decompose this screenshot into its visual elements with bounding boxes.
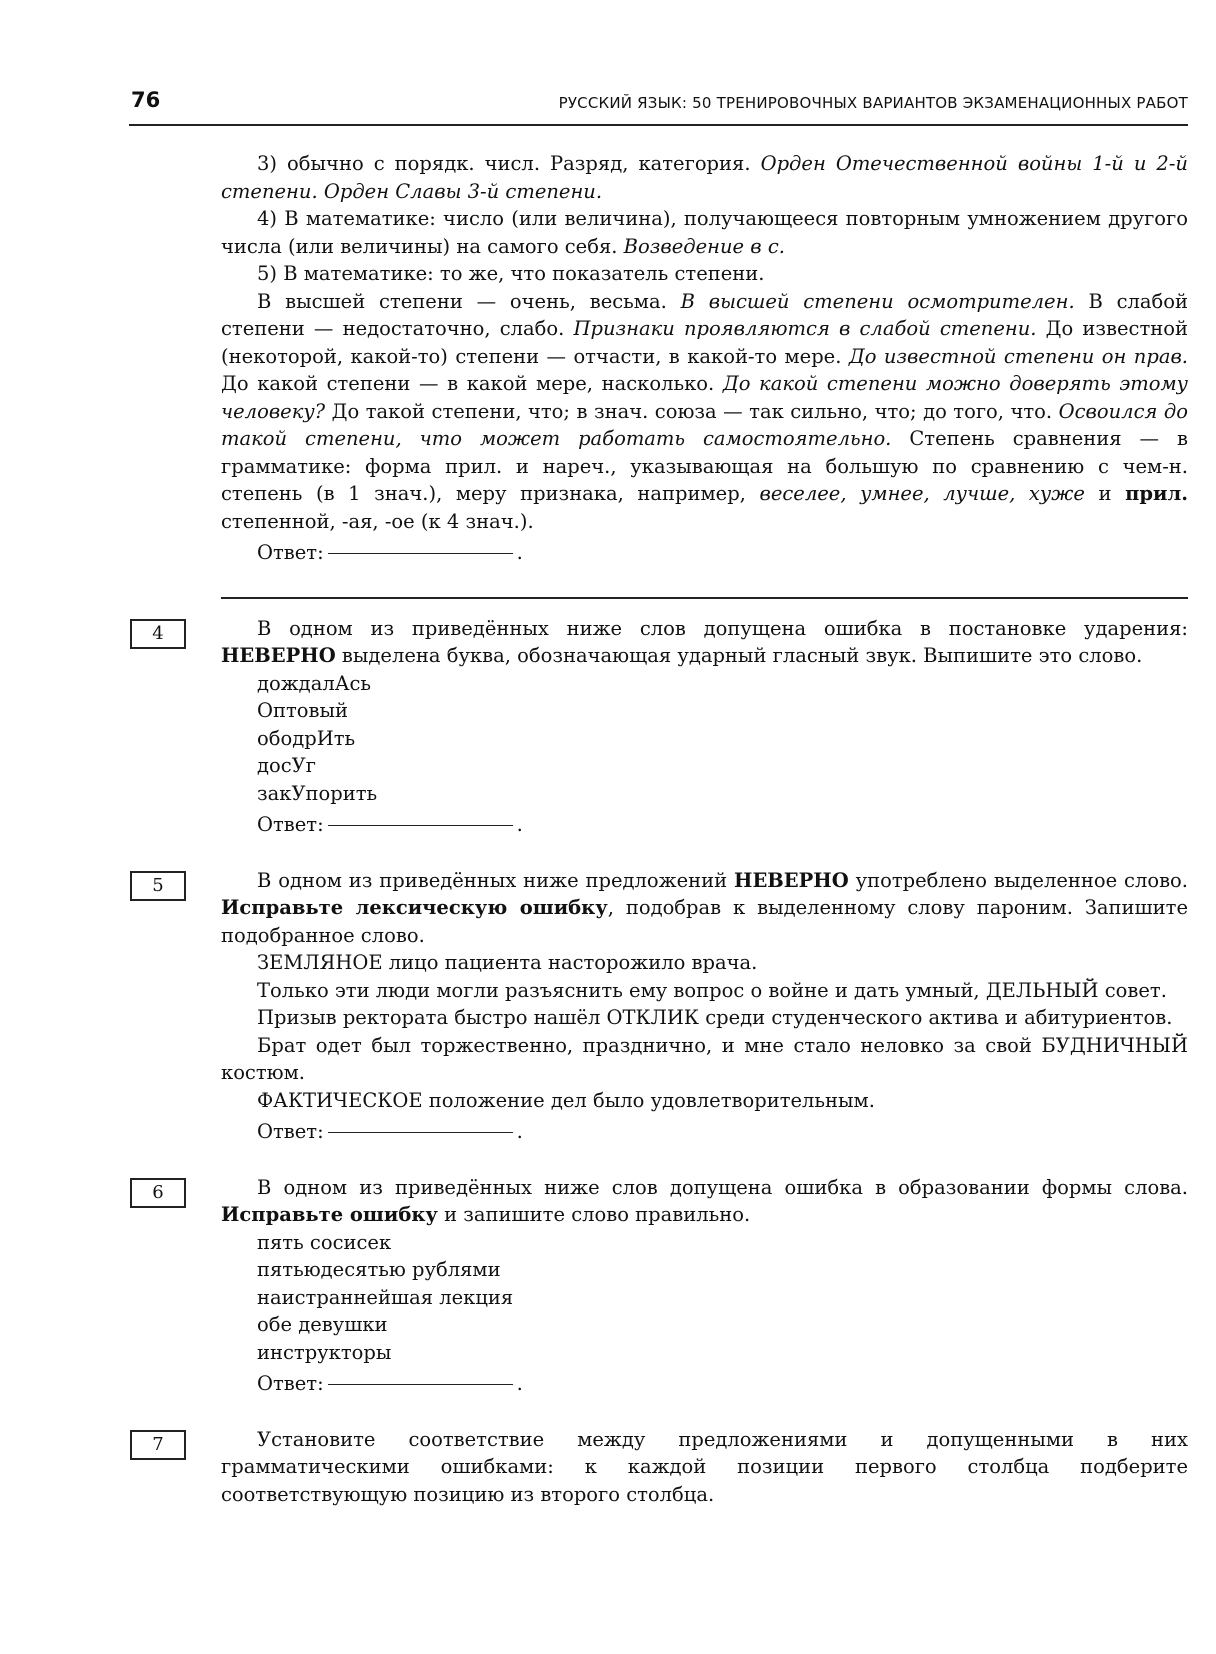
task-question: В одном из приведённых ниже слов допущена ошибка в образовании формы слова. Исправьте ошибку и запишите слово правильно. [221,1175,1188,1226]
word-option: пять сосисек [257,1230,392,1254]
word-option: Оптовый [257,699,349,722]
page-content [152,150,1189,1508]
answer-blank[interactable] [328,1131,513,1133]
page-number: 76 [131,88,161,112]
task-7 [152,1426,1188,1509]
word-option: пятьюдесятью рублями [257,1258,501,1281]
running-title: РУССКИЙ ЯЗЫК: 50 ТРЕНИРОВОЧНЫХ ВАРИАНТОВ ЭКЗАМЕНАЦИОННЫХ РАБОТ [558,94,1188,112]
answer-line: Ответ: . [257,1372,523,1395]
entry-phrases: В высшей степени — очень, весьма. В высшей степени осмотрителен. В слабой степени — недостаточно, слабо. Признаки проявляются в слабой степени. До известной (некоторой, какой-то) степени — отчасти, в какой-то мере. До известной степени он прав. До какой степени — в какой мере, насколько. До какой степени можно доверять этому человеку? До такой степени, что; в знач. союза — так сильно, что; до того, что. Освоился до такой степени, что может работать самостоятельно. Степень сравнения — в грамматике: форма прил. и нареч., указывающая на большую по сравнению с чем-н. степень (в 1 знач.), меру признака, например, веселее, умнее, лучше, хуже и прил. степенной, -ая, -ое (к 4 знач.). [221,289,1189,533]
word-option: дождалАсь [257,671,372,695]
answer-blank[interactable] [328,1383,513,1385]
task-question: В одном из приведённых ниже слов допущена ошибка в постановке ударения: НЕВЕРНО выделена буква, обозначающая ударный гласный звук. Выпишите это слово. [221,616,1188,667]
entry-item-4: 4) В математике: число (или величина), получающееся повторным умножением другого числа (или величины) на самого себя. Возведение в с. [221,207,1188,258]
sentence-option: ФАКТИЧЕСКОЕ положение дел было удовлетворительным. [257,1088,875,1112]
header-rule [129,124,1188,126]
entry-item-3: 3) обычно с порядк. числ. Разряд, категория. Орден Отечественной войны 1-й и 2-й степени. Орден Славы 3-й степени. [221,152,1188,203]
answer-line: Ответ: . [257,541,523,564]
task-number-box: 5 [130,871,186,901]
answer-blank[interactable] [328,552,513,554]
dictionary-entry [221,150,1188,567]
task-question: В одном из приведённых ниже предложений НЕВЕРНО употреблено выделенное слово. Исправьте лексическую ошибку, подобрав к выделенному слову пароним. Запишите подобранное слово. [221,868,1189,947]
task-5 [152,867,1189,1146]
task-number-box: 4 [130,619,186,649]
task-question: Установите соответствие между предложениями и допущенными в них грамматическими ошибками: к каждой позиции первого столбца подберите соответствующую позицию из второго столбца. [221,1427,1188,1506]
word-option: наистраннейшая лекция [257,1285,514,1309]
sentence-option: ЗЕМЛЯНОЕ лицо пациента насторожило врача. [257,951,758,974]
task-4 [152,615,1188,839]
sentence-option: Призыв ректората быстро нашёл ОТКЛИК среди студенческого актива и абитуриентов. [257,1006,1173,1029]
answer-line: Ответ: . [257,1120,523,1143]
answer-blank[interactable] [328,824,513,826]
task-6 [152,1174,1188,1398]
sentence-option: Только эти люди могли разъяснить ему вопрос о войне и дать умный, ДЕЛЬНЫЙ совет. [257,978,1167,1002]
task-number-box: 6 [130,1178,186,1208]
word-option: закУпорить [257,781,378,805]
task-number-box: 7 [130,1430,186,1460]
answer-line: Ответ: . [257,813,523,836]
word-option: обе девушки [257,1313,388,1336]
word-option: ободрИть [257,726,356,750]
word-option: инструкторы [257,1340,392,1364]
section-divider [221,597,1188,599]
entry-item-5: 5) В математике: то же, что показатель степени. [257,262,765,285]
word-option: досУг [257,754,316,777]
sentence-option: Брат одет был торжественно, празднично, и мне стало неловко за свой БУДНИЧНЫЙ костюм. [221,1033,1188,1084]
